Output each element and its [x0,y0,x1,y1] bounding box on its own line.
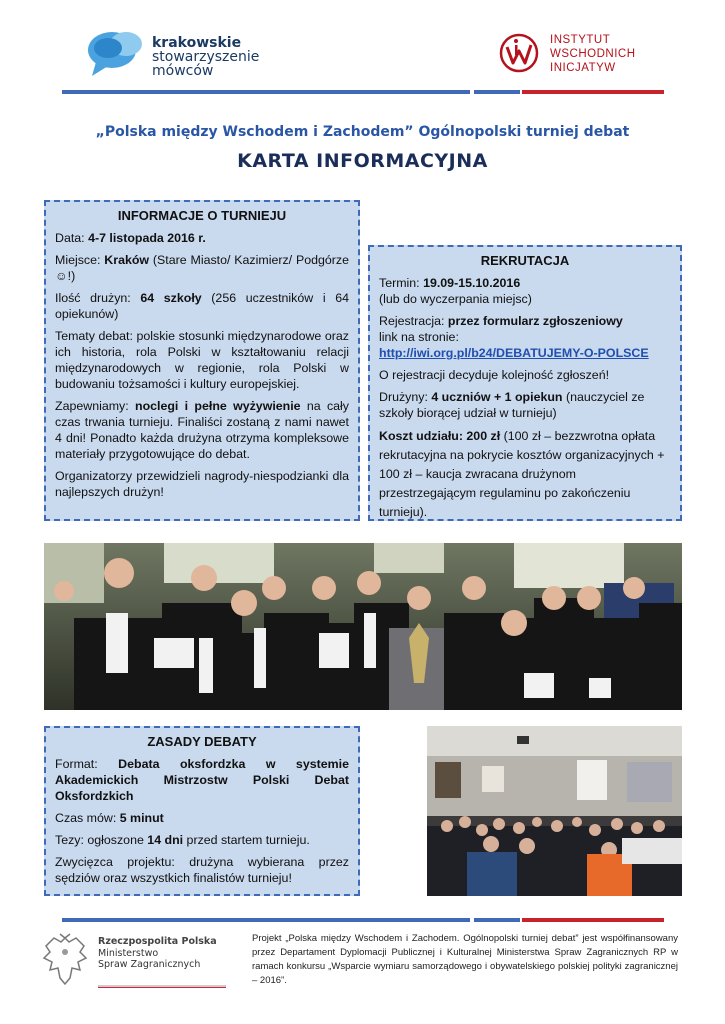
recruit-registration [379,313,671,361]
group-photo [44,543,682,710]
footer-divider-red [522,918,664,922]
rules-time-label: Czas mów: [55,811,120,825]
recruit-teams-rest: (nauczyciel ze szkoły biorącej udział w turnieju) [379,390,645,420]
rules-theses-label: Tezy: ogłoszone [55,833,148,847]
ksm-logo-line1: krakowskie [152,35,242,51]
ksm-bubbles-logo [86,28,146,80]
recruit-box [368,245,682,521]
info-provide [55,398,349,462]
info-topics: Tematy debat: polskie stosunki międzynarodowe oraz ich historia, rola Polski w kształtowaniu relacji międzynarodowych w regionie, rola Polski w budowaniu tożsamości i kultury europejskiej. [55,329,349,391]
polish-eagle-emblem-icon [40,932,90,988]
recruit-teams-value: 4 uczniów + 1 opiekun [431,390,563,404]
ksm-logo-line2: stowarzyszenie [152,49,260,65]
recruit-term-note: (lub do wyczerpania miejsc) [379,292,532,306]
footer-divider-blue-2 [474,918,520,922]
rules-theses-value: 14 dni [147,833,184,847]
header-divider-red [522,90,664,94]
info-place-rest: (Stare Miasto/ Kazimierz/ Podgórze☺!) [55,253,349,283]
header-divider-blue [62,90,470,94]
rules-time-value: 5 minut [119,811,164,825]
mfa-logo-flag-bar [98,985,226,988]
page-title: KARTA INFORMACYJNA [237,150,488,172]
recruit-order: O rejestracji decyduje kolejność zgłoszeń! [379,368,610,382]
recruit-cost-rest: (100 zł – bezzwrotna opłata rekrutacyjna na pokrycie kosztów organizacyjnych + 100 zł – kaucja zwracana drużynom przestrzegającym regulaminu po zakończeniu turnieju). [379,429,665,519]
iwi-logo-text [550,33,636,75]
recruit-teams [379,389,671,421]
info-prizes: Organizatorzy przewidzieli nagrody-niespodzianki dla najlepszych drużyn! [55,469,349,499]
recruit-link-label: link na stronie: [379,330,459,344]
recruit-cost-label: Koszt udziału: 200 zł [379,429,501,443]
recruit-teams-label: Drużyny: [379,390,432,404]
info-date-value: 4-7 listopada 2016 r. [88,231,206,245]
info-provide-value: noclegi i pełne wyżywienie [135,399,301,413]
rules-format-label: Format: [55,757,119,771]
info-date [55,230,349,246]
registration-link[interactable]: http://iwi.org.pl/b24/DEBATUJEMY-O-POLSCE [379,346,649,360]
recruit-reg-label: Rejestracja: [379,314,448,328]
info-provide-label: Zapewniamy: [55,399,135,413]
footer-funding-note: Projekt „Polska między Wschodem i Zachodem. Ogólnopolski turniej debat” jest współfinansowany przez Departament Dyplomacji Publicznej i Kulturalnej Ministerstwa Spraw Zagranicznych RP w ramach konkursu „Wsparcie wymiaru samorządowego i obywatelskiego polskiej polityki zagranicznej – 2016”. [252,933,678,986]
rules-time [55,810,349,826]
rules-format [55,756,349,804]
info-place-city: Kraków [104,253,150,267]
iwi-logo-line1: INSTYTUT [550,34,611,46]
info-place-label: Miejsce: [55,253,105,267]
debate-audience-photo [427,726,682,896]
iwi-logo-icon [498,32,540,74]
info-date-label: Data: [55,231,89,245]
rules-box [44,726,360,896]
info-teams-value: 64 szkoły [140,291,202,305]
mfa-logo-text [98,936,217,971]
recruit-box-heading: REKRUTACJA [480,253,570,268]
rules-theses-rest: przed startem turnieju. [183,833,310,847]
header-divider-blue-2 [474,90,520,94]
recruit-term-value: 19.09-15.10.2016 [423,276,521,290]
info-place [55,252,349,284]
info-teams-rest: (256 uczestników i 64 opiekunów) [55,291,350,321]
info-provide-rest: na cały czas trwania turnieju. Finaliści zostaną z nami nawet 4 dni! Ponadto każda drużyna otrzyma kompleksowe materiały przygotowujące do debat. [55,399,349,461]
ksm-logo-text [152,36,259,78]
ksm-logo-line3: mówców [152,63,214,79]
mfa-logo-line1: Rzeczpospolita Polska [98,936,217,947]
recruit-term [379,275,671,307]
iwi-logo-line3: INICJATYW [550,62,616,74]
iwi-logo-line2: WSCHODNICH [550,48,636,60]
rules-box-heading: ZASADY DEBATY [147,734,257,749]
page-subtitle: „Polska między Wschodem i Zachodem” Ogólnopolski turniej debat [95,124,630,140]
rules-winner: Zwycięzca projektu: drużyna wybierana przez sędziów oraz wszystkich finalistów turnieju! [55,855,349,885]
recruit-reg-value: przez formularz zgłoszeniowy [447,314,623,328]
info-box-heading: INFORMACJE O TURNIEJU [117,208,287,223]
rules-theses [55,832,349,848]
rules-format-value: Debata oksfordzka w systemie Akademickich Mistrzostw Polski Debat Oksfordzkich [55,757,349,803]
footer-divider-blue [62,918,470,922]
mfa-logo-line2: Ministerstwo [98,947,159,959]
recruit-cost [379,427,671,522]
info-teams [55,290,349,322]
info-teams-label: Ilość drużyn: [55,291,141,305]
info-box [44,200,360,521]
recruit-term-label: Termin: [379,276,424,290]
mfa-logo-line3: Spraw Zagranicznych [98,959,201,970]
